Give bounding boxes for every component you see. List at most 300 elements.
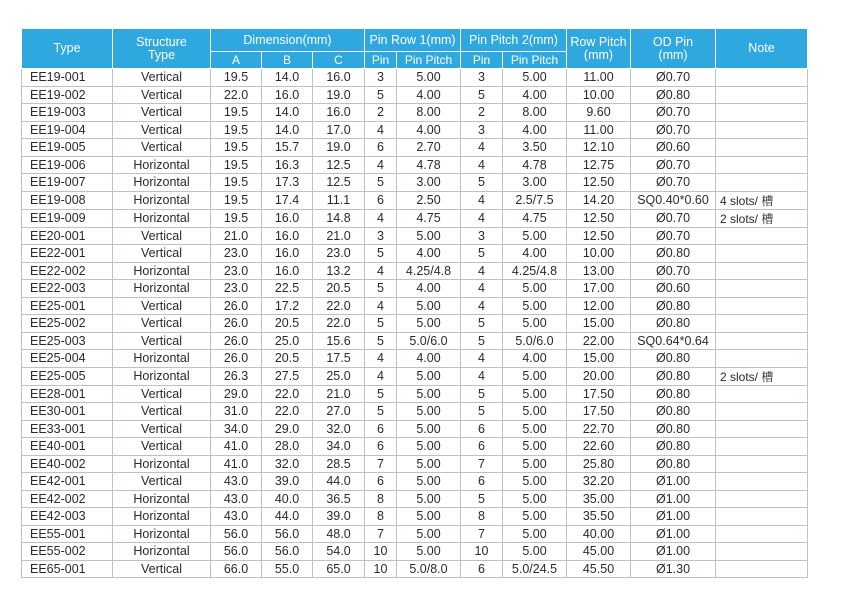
cell-dim-b: 40.0 [262, 490, 313, 508]
cell-row2-pin-pitch: 4.25/4.8 [503, 262, 567, 280]
cell-row2-pin: 4 [461, 209, 503, 227]
cell-row1-pin: 6 [365, 438, 397, 456]
cell-note [716, 403, 808, 421]
cell-note [716, 121, 808, 139]
cell-row2-pin-pitch: 5.00 [503, 438, 567, 456]
cell-row2-pin: 5 [461, 86, 503, 104]
cell-row1-pin: 8 [365, 490, 397, 508]
header-od-pin-line2: (mm) [658, 47, 688, 62]
cell-row1-pin-pitch: 5.00 [397, 403, 461, 421]
cell-dim-c: 21.0 [313, 227, 365, 245]
cell-row-pitch: 12.00 [567, 297, 631, 315]
cell-dim-c: 39.0 [313, 508, 365, 526]
cell-row-pitch: 20.00 [567, 367, 631, 385]
cell-row2-pin: 6 [461, 438, 503, 456]
cell-note [716, 245, 808, 263]
cell-row2-pin-pitch: 4.00 [503, 121, 567, 139]
cell-row1-pin: 4 [365, 297, 397, 315]
cell-row2-pin-pitch: 5.00 [503, 280, 567, 298]
cell-dim-c: 28.5 [313, 455, 365, 473]
cell-row2-pin-pitch: 2.5/7.5 [503, 191, 567, 209]
cell-structure: Vertical [113, 420, 211, 438]
header-dimension: Dimension(mm) [211, 29, 365, 52]
cell-row2-pin: 5 [461, 245, 503, 263]
cell-row1-pin-pitch: 5.00 [397, 455, 461, 473]
cell-od-pin: Ø0.80 [631, 403, 716, 421]
cell-row2-pin-pitch: 5.00 [503, 420, 567, 438]
cell-dim-c: 19.0 [313, 86, 365, 104]
cell-note: 4 slots/ 槽 [716, 191, 808, 209]
cell-dim-c: 19.0 [313, 139, 365, 157]
cell-dim-b: 16.0 [262, 227, 313, 245]
cell-dim-c: 65.0 [313, 560, 365, 578]
cell-dim-b: 20.5 [262, 350, 313, 368]
cell-dim-b: 14.0 [262, 104, 313, 122]
cell-dim-a: 43.0 [211, 473, 262, 491]
cell-structure: Horizontal [113, 455, 211, 473]
cell-dim-c: 36.5 [313, 490, 365, 508]
cell-row2-pin-pitch: 8.00 [503, 104, 567, 122]
cell-row1-pin: 4 [365, 156, 397, 174]
cell-od-pin: Ø0.80 [631, 420, 716, 438]
cell-dim-a: 19.5 [211, 191, 262, 209]
cell-structure: Vertical [113, 69, 211, 87]
cell-note [716, 508, 808, 526]
cell-od-pin: Ø0.60 [631, 280, 716, 298]
cell-row1-pin: 7 [365, 455, 397, 473]
cell-dim-a: 29.0 [211, 385, 262, 403]
cell-row1-pin-pitch: 5.00 [397, 490, 461, 508]
cell-note [716, 455, 808, 473]
cell-structure: Vertical [113, 385, 211, 403]
cell-structure: Horizontal [113, 209, 211, 227]
cell-dim-b: 32.0 [262, 455, 313, 473]
cell-row2-pin-pitch: 5.00 [503, 367, 567, 385]
cell-type: EE19-008 [22, 191, 113, 209]
cell-structure: Vertical [113, 332, 211, 350]
cell-row2-pin-pitch: 3.50 [503, 139, 567, 157]
header-dim-c: C [313, 52, 365, 69]
table-row [22, 455, 808, 473]
cell-dim-c: 12.5 [313, 174, 365, 192]
cell-od-pin: Ø0.80 [631, 367, 716, 385]
cell-dim-c: 14.8 [313, 209, 365, 227]
cell-row1-pin-pitch: 4.00 [397, 245, 461, 263]
cell-note: 2 slots/ 槽 [716, 367, 808, 385]
cell-note [716, 86, 808, 104]
cell-dim-a: 26.0 [211, 350, 262, 368]
cell-dim-a: 19.5 [211, 69, 262, 87]
cell-dim-b: 39.0 [262, 473, 313, 491]
cell-dim-b: 14.0 [262, 69, 313, 87]
table-row [22, 403, 808, 421]
cell-structure: Horizontal [113, 367, 211, 385]
cell-row-pitch: 22.60 [567, 438, 631, 456]
cell-dim-c: 44.0 [313, 473, 365, 491]
cell-row2-pin-pitch: 4.75 [503, 209, 567, 227]
cell-row2-pin-pitch: 3.00 [503, 174, 567, 192]
cell-structure: Horizontal [113, 262, 211, 280]
header-row-pitch [567, 29, 631, 69]
cell-row1-pin-pitch: 8.00 [397, 104, 461, 122]
cell-row2-pin-pitch: 5.00 [503, 543, 567, 561]
cell-row1-pin: 4 [365, 367, 397, 385]
table-row [22, 473, 808, 491]
cell-structure: Horizontal [113, 191, 211, 209]
cell-dim-a: 43.0 [211, 490, 262, 508]
cell-structure: Vertical [113, 227, 211, 245]
cell-row1-pin: 5 [365, 174, 397, 192]
header-row-pitch-line1: Row Pitch [570, 34, 627, 49]
table-row [22, 156, 808, 174]
cell-dim-b: 16.0 [262, 86, 313, 104]
cell-structure: Horizontal [113, 543, 211, 561]
cell-note [716, 543, 808, 561]
cell-row2-pin-pitch: 5.0/24.5 [503, 560, 567, 578]
cell-od-pin: Ø0.60 [631, 139, 716, 157]
header-note: Note [716, 29, 808, 69]
cell-structure: Vertical [113, 245, 211, 263]
cell-row1-pin: 5 [365, 245, 397, 263]
cell-row1-pin: 2 [365, 104, 397, 122]
cell-row2-pin-pitch: 5.00 [503, 508, 567, 526]
header-type: Type [22, 29, 113, 69]
cell-od-pin: Ø0.70 [631, 104, 716, 122]
cell-od-pin: Ø0.70 [631, 156, 716, 174]
table-row [22, 209, 808, 227]
header-pin-row-1: Pin Row 1(mm) [365, 29, 461, 52]
cell-type: EE55-002 [22, 543, 113, 561]
cell-row-pitch: 11.00 [567, 69, 631, 87]
table-row [22, 508, 808, 526]
cell-dim-a: 19.5 [211, 121, 262, 139]
cell-row1-pin-pitch: 2.70 [397, 139, 461, 157]
cell-type: EE19-009 [22, 209, 113, 227]
table-row [22, 332, 808, 350]
cell-dim-c: 25.0 [313, 367, 365, 385]
cell-note [716, 280, 808, 298]
header-row1-pin: Pin [365, 52, 397, 69]
cell-row-pitch: 40.00 [567, 525, 631, 543]
cell-row2-pin: 4 [461, 191, 503, 209]
cell-row1-pin: 5 [365, 332, 397, 350]
cell-row1-pin-pitch: 5.00 [397, 385, 461, 403]
cell-type: EE42-003 [22, 508, 113, 526]
cell-note [716, 297, 808, 315]
cell-row1-pin: 5 [365, 86, 397, 104]
cell-row-pitch: 12.75 [567, 156, 631, 174]
cell-row1-pin-pitch: 2.50 [397, 191, 461, 209]
cell-row1-pin: 10 [365, 560, 397, 578]
cell-dim-c: 16.0 [313, 69, 365, 87]
cell-row1-pin-pitch: 5.00 [397, 508, 461, 526]
cell-row2-pin-pitch: 5.0/6.0 [503, 332, 567, 350]
cell-row2-pin-pitch: 5.00 [503, 227, 567, 245]
cell-dim-b: 15.7 [262, 139, 313, 157]
cell-dim-b: 29.0 [262, 420, 313, 438]
cell-note [716, 490, 808, 508]
cell-row2-pin-pitch: 5.00 [503, 403, 567, 421]
cell-type: EE25-001 [22, 297, 113, 315]
cell-row1-pin-pitch: 5.00 [397, 227, 461, 245]
header-od-pin [631, 29, 716, 69]
cell-row1-pin-pitch: 5.00 [397, 367, 461, 385]
cell-structure: Vertical [113, 560, 211, 578]
cell-type: EE22-003 [22, 280, 113, 298]
cell-od-pin: Ø0.70 [631, 174, 716, 192]
cell-note [716, 139, 808, 157]
table-body [22, 69, 808, 578]
cell-row2-pin: 4 [461, 280, 503, 298]
cell-row2-pin: 6 [461, 473, 503, 491]
table-row [22, 139, 808, 157]
cell-note [716, 174, 808, 192]
cell-row2-pin: 5 [461, 490, 503, 508]
cell-dim-a: 26.0 [211, 297, 262, 315]
cell-row1-pin-pitch: 5.0/8.0 [397, 560, 461, 578]
cell-type: EE19-005 [22, 139, 113, 157]
cell-row1-pin-pitch: 4.00 [397, 121, 461, 139]
cell-row2-pin: 7 [461, 455, 503, 473]
cell-row1-pin: 10 [365, 543, 397, 561]
cell-row-pitch: 12.50 [567, 209, 631, 227]
cell-dim-c: 22.0 [313, 297, 365, 315]
cell-row2-pin: 10 [461, 543, 503, 561]
cell-note [716, 262, 808, 280]
cell-dim-a: 23.0 [211, 280, 262, 298]
table-row [22, 104, 808, 122]
cell-type: EE42-001 [22, 473, 113, 491]
cell-type: EE25-005 [22, 367, 113, 385]
cell-dim-b: 14.0 [262, 121, 313, 139]
cell-structure: Vertical [113, 473, 211, 491]
header-row-pitch-line2: (mm) [583, 47, 614, 62]
cell-dim-b: 20.5 [262, 315, 313, 333]
table-header [22, 29, 808, 69]
cell-dim-a: 23.0 [211, 262, 262, 280]
cell-structure: Horizontal [113, 490, 211, 508]
table-row [22, 262, 808, 280]
cell-dim-a: 19.5 [211, 174, 262, 192]
cell-row2-pin: 6 [461, 560, 503, 578]
cell-od-pin: Ø1.00 [631, 543, 716, 561]
cell-row-pitch: 15.00 [567, 350, 631, 368]
cell-structure: Vertical [113, 315, 211, 333]
cell-row1-pin-pitch: 5.00 [397, 438, 461, 456]
table-row [22, 297, 808, 315]
cell-row1-pin-pitch: 4.00 [397, 86, 461, 104]
cell-row2-pin: 2 [461, 104, 503, 122]
cell-type: EE19-006 [22, 156, 113, 174]
cell-structure: Vertical [113, 121, 211, 139]
cell-row2-pin: 4 [461, 139, 503, 157]
cell-dim-b: 55.0 [262, 560, 313, 578]
cell-dim-a: 26.3 [211, 367, 262, 385]
cell-row1-pin: 6 [365, 473, 397, 491]
cell-row2-pin: 8 [461, 508, 503, 526]
cell-od-pin: Ø0.80 [631, 297, 716, 315]
cell-type: EE40-002 [22, 455, 113, 473]
cell-type: EE28-001 [22, 385, 113, 403]
cell-structure: Horizontal [113, 350, 211, 368]
cell-od-pin: Ø0.70 [631, 227, 716, 245]
cell-row1-pin-pitch: 4.78 [397, 156, 461, 174]
cell-row1-pin-pitch: 5.00 [397, 297, 461, 315]
cell-dim-b: 22.5 [262, 280, 313, 298]
header-structure-line2: Type [147, 47, 176, 62]
cell-dim-c: 20.5 [313, 280, 365, 298]
cell-row2-pin-pitch: 4.78 [503, 156, 567, 174]
cell-note [716, 560, 808, 578]
cell-dim-a: 22.0 [211, 86, 262, 104]
cell-structure: Vertical [113, 403, 211, 421]
cell-type: EE22-001 [22, 245, 113, 263]
cell-row2-pin-pitch: 5.00 [503, 455, 567, 473]
cell-dim-b: 17.4 [262, 191, 313, 209]
cell-type: EE20-001 [22, 227, 113, 245]
cell-dim-a: 26.0 [211, 332, 262, 350]
header-structure-type [113, 29, 211, 69]
cell-type: EE33-001 [22, 420, 113, 438]
cell-row2-pin: 3 [461, 121, 503, 139]
cell-type: EE42-002 [22, 490, 113, 508]
cell-structure: Horizontal [113, 525, 211, 543]
cell-structure: Vertical [113, 86, 211, 104]
cell-row-pitch: 32.20 [567, 473, 631, 491]
cell-od-pin: Ø1.30 [631, 560, 716, 578]
cell-od-pin: Ø1.00 [631, 525, 716, 543]
cell-type: EE40-001 [22, 438, 113, 456]
cell-dim-c: 23.0 [313, 245, 365, 263]
cell-row-pitch: 12.50 [567, 174, 631, 192]
cell-row-pitch: 25.80 [567, 455, 631, 473]
cell-row1-pin: 5 [365, 315, 397, 333]
cell-row1-pin-pitch: 5.0/6.0 [397, 332, 461, 350]
table-row [22, 367, 808, 385]
cell-dim-c: 17.5 [313, 350, 365, 368]
cell-od-pin: Ø1.00 [631, 508, 716, 526]
cell-row1-pin: 6 [365, 420, 397, 438]
cell-dim-a: 19.5 [211, 104, 262, 122]
cell-od-pin: Ø0.80 [631, 350, 716, 368]
cell-row2-pin-pitch: 4.00 [503, 86, 567, 104]
cell-note [716, 104, 808, 122]
table-row [22, 420, 808, 438]
cell-row2-pin: 6 [461, 420, 503, 438]
table-row [22, 490, 808, 508]
cell-row-pitch: 45.50 [567, 560, 631, 578]
cell-row-pitch: 17.00 [567, 280, 631, 298]
cell-note [716, 473, 808, 491]
header-dim-b: B [262, 52, 313, 69]
cell-dim-c: 16.0 [313, 104, 365, 122]
cell-dim-c: 32.0 [313, 420, 365, 438]
cell-row1-pin: 6 [365, 191, 397, 209]
cell-note [716, 525, 808, 543]
cell-od-pin: Ø0.80 [631, 385, 716, 403]
cell-dim-b: 28.0 [262, 438, 313, 456]
cell-dim-b: 17.3 [262, 174, 313, 192]
table-row [22, 86, 808, 104]
spec-table-container [21, 28, 807, 578]
cell-dim-c: 12.5 [313, 156, 365, 174]
cell-type: EE25-004 [22, 350, 113, 368]
cell-row1-pin-pitch: 4.00 [397, 350, 461, 368]
cell-note [716, 438, 808, 456]
table-row [22, 438, 808, 456]
cell-structure: Horizontal [113, 508, 211, 526]
cell-row2-pin-pitch: 5.00 [503, 473, 567, 491]
cell-row-pitch: 15.00 [567, 315, 631, 333]
cell-row-pitch: 35.00 [567, 490, 631, 508]
cell-row1-pin-pitch: 5.00 [397, 473, 461, 491]
cell-dim-c: 17.0 [313, 121, 365, 139]
cell-dim-b: 25.0 [262, 332, 313, 350]
cell-note [716, 350, 808, 368]
cell-dim-c: 15.6 [313, 332, 365, 350]
cell-dim-a: 66.0 [211, 560, 262, 578]
cell-od-pin: SQ0.64*0.64 [631, 332, 716, 350]
cell-dim-a: 23.0 [211, 245, 262, 263]
table-row [22, 543, 808, 561]
cell-row1-pin-pitch: 4.00 [397, 280, 461, 298]
cell-row1-pin: 5 [365, 403, 397, 421]
cell-row2-pin-pitch: 5.00 [503, 69, 567, 87]
cell-structure: Vertical [113, 104, 211, 122]
cell-dim-b: 16.0 [262, 209, 313, 227]
cell-od-pin: Ø0.80 [631, 438, 716, 456]
cell-row-pitch: 12.10 [567, 139, 631, 157]
cell-row1-pin-pitch: 5.00 [397, 525, 461, 543]
header-dim-a: A [211, 52, 262, 69]
cell-row1-pin-pitch: 4.25/4.8 [397, 262, 461, 280]
cell-row-pitch: 17.50 [567, 385, 631, 403]
cell-dim-c: 54.0 [313, 543, 365, 561]
cell-row2-pin-pitch: 4.00 [503, 350, 567, 368]
cell-type: EE19-002 [22, 86, 113, 104]
cell-dim-b: 16.0 [262, 262, 313, 280]
cell-row2-pin: 7 [461, 525, 503, 543]
table-row [22, 69, 808, 87]
cell-od-pin: Ø1.00 [631, 490, 716, 508]
cell-row2-pin: 4 [461, 297, 503, 315]
cell-row2-pin: 5 [461, 385, 503, 403]
cell-dim-a: 41.0 [211, 455, 262, 473]
cell-od-pin: Ø0.70 [631, 69, 716, 87]
cell-row2-pin-pitch: 5.00 [503, 315, 567, 333]
cell-row-pitch: 12.50 [567, 227, 631, 245]
cell-row1-pin: 8 [365, 508, 397, 526]
cell-row1-pin-pitch: 3.00 [397, 174, 461, 192]
table-row [22, 315, 808, 333]
cell-note [716, 156, 808, 174]
cell-row1-pin-pitch: 5.00 [397, 69, 461, 87]
table-row [22, 121, 808, 139]
cell-row1-pin: 4 [365, 350, 397, 368]
cell-type: EE19-003 [22, 104, 113, 122]
cell-dim-a: 21.0 [211, 227, 262, 245]
cell-row2-pin-pitch: 5.00 [503, 385, 567, 403]
cell-structure: Vertical [113, 139, 211, 157]
cell-structure: Horizontal [113, 156, 211, 174]
cell-row1-pin: 5 [365, 280, 397, 298]
cell-dim-b: 16.0 [262, 245, 313, 263]
cell-row2-pin-pitch: 5.00 [503, 490, 567, 508]
cell-od-pin: Ø1.00 [631, 473, 716, 491]
cell-note: 2 slots/ 槽 [716, 209, 808, 227]
cell-row1-pin: 3 [365, 69, 397, 87]
cell-row1-pin: 4 [365, 262, 397, 280]
